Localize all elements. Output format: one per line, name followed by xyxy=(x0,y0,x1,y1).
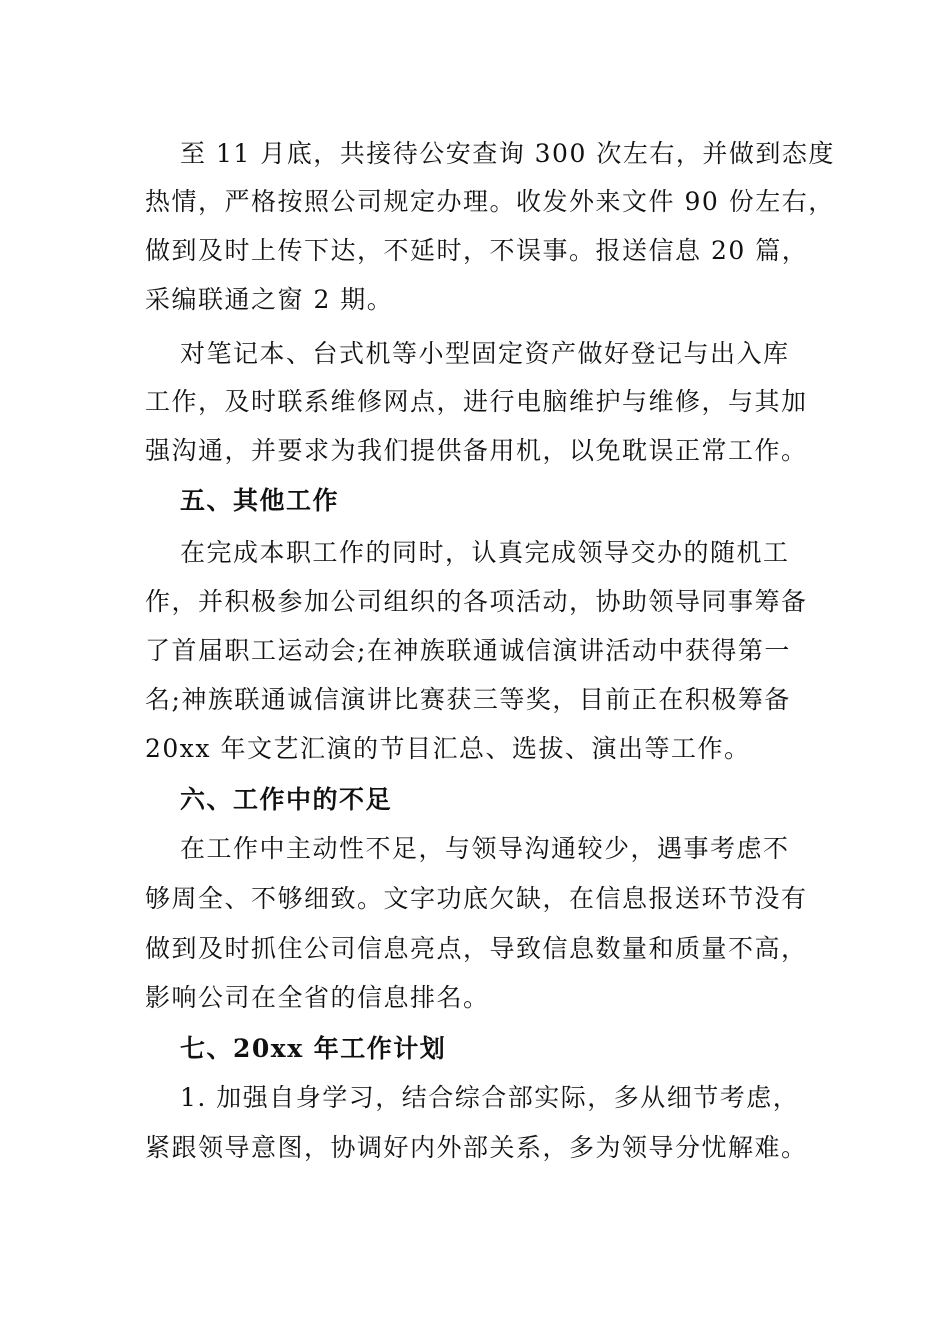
paragraph-line: 做到及时上传下达，不延时，不误事。报送信息 20 篇， xyxy=(145,236,809,265)
paragraph-line: 在完成本职工作的同时，认真完成领导交办的随机工 xyxy=(180,538,790,567)
paragraph-line: 在工作中主动性不足，与领导沟通较少，遇事考虑不 xyxy=(180,834,790,863)
paragraph-line: 热情，严格按照公司规定办理。收发外来文件 90 份左右， xyxy=(145,187,835,216)
paragraph-line: 对笔记本、台式机等小型固定资产做好登记与出入库 xyxy=(180,339,790,368)
paragraph-line: 20xx 年文艺汇演的节目汇总、选拔、演出等工作。 xyxy=(145,734,751,763)
paragraph-line: 1. 加强自身学习，结合综合部实际，多从细节考虑， xyxy=(180,1083,800,1112)
section-heading: 五、其他工作 xyxy=(180,486,340,515)
paragraph-line: 了首届职工运动会;在神族联通诚信演讲活动中获得第一 xyxy=(145,636,791,665)
paragraph-line: 强沟通，并要求为我们提供备用机，以免耽误正常工作。 xyxy=(145,436,808,465)
section-heading: 七、20xx 年工作计划 xyxy=(180,1034,447,1063)
paragraph-line: 至 11 月底，共接待公安查询 300 次左右，并做到态度 xyxy=(180,139,835,168)
paragraph-line: 影响公司在全省的信息排名。 xyxy=(145,983,490,1012)
paragraph-line: 采编联通之窗 2 期。 xyxy=(145,285,394,314)
paragraph-line: 够周全、不够细致。文字功底欠缺，在信息报送环节没有 xyxy=(145,884,808,913)
paragraph-line: 做到及时抓住公司信息亮点，导致信息数量和质量不高， xyxy=(145,934,808,963)
paragraph-line: 名;神族联通诚信演讲比赛获三等奖，目前正在积极筹备 xyxy=(145,685,791,714)
paragraph-line: 紧跟领导意图，协调好内外部关系，多为领导分忧解难。 xyxy=(145,1133,808,1162)
section-heading: 六、工作中的不足 xyxy=(180,785,393,814)
paragraph-line: 工作，及时联系维修网点，进行电脑维护与维修，与其加 xyxy=(145,387,808,416)
paragraph-line: 作，并积极参加公司组织的各项活动，协助领导同事筹备 xyxy=(145,587,808,616)
